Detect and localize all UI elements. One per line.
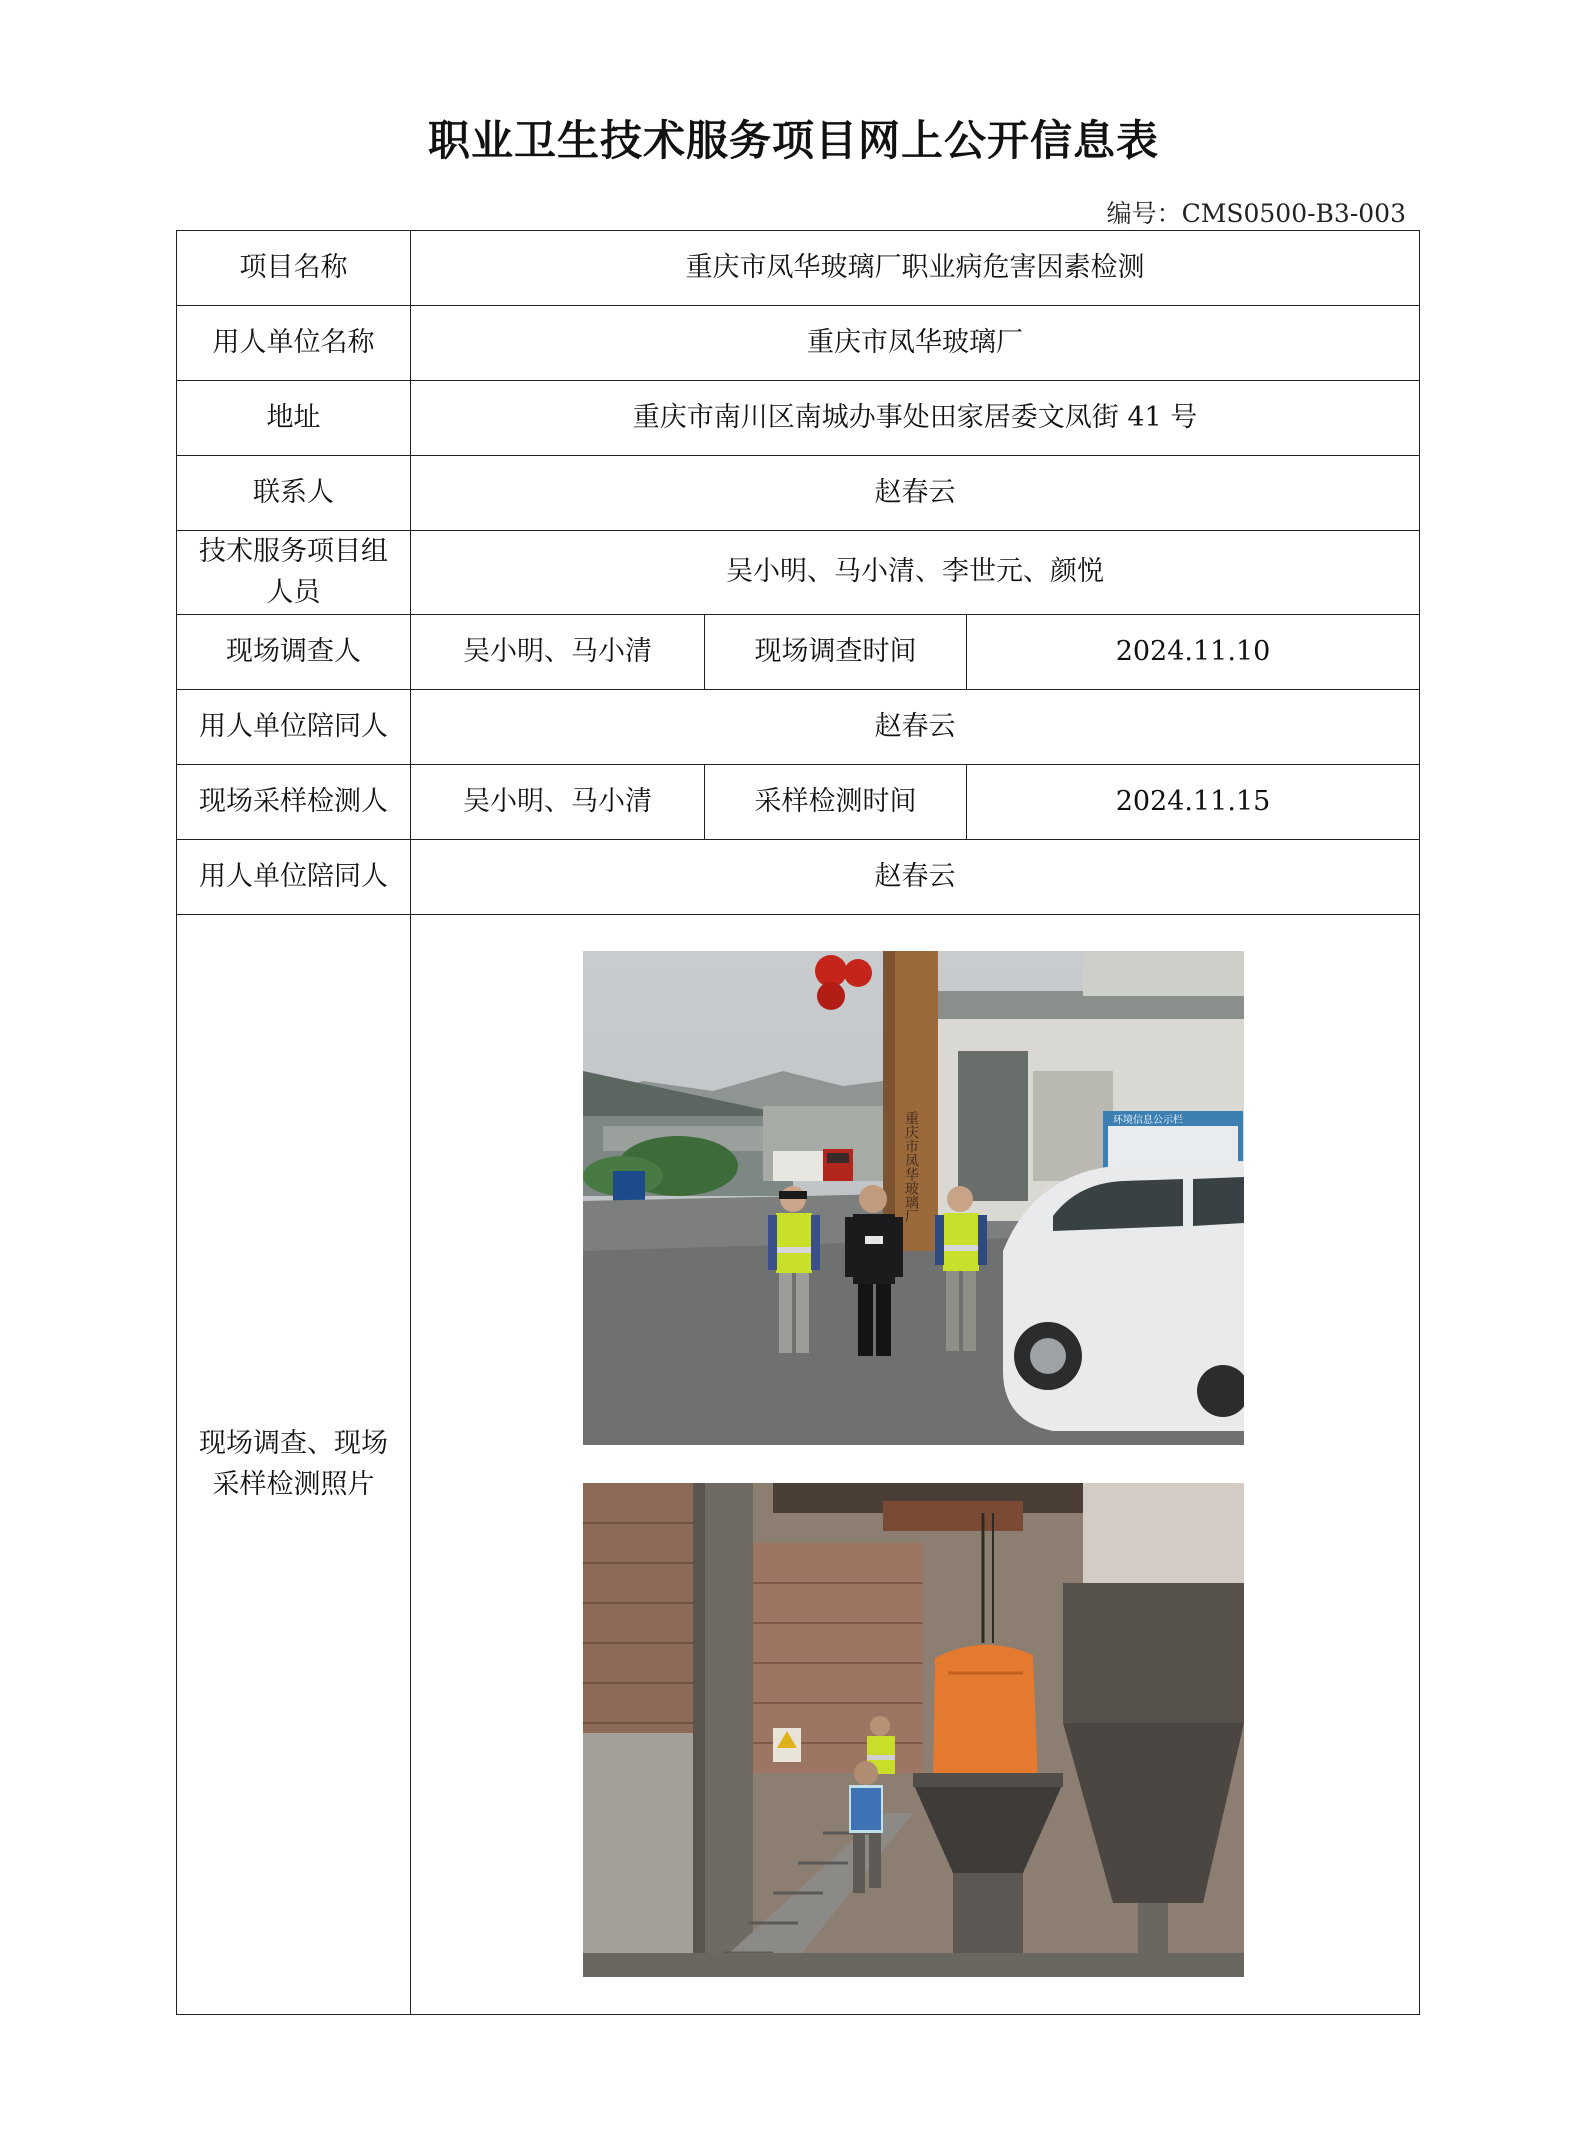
factory-sign-text: 重庆市凤华玻璃厂 [903, 1111, 919, 1223]
document-number: 编号：CMS0500-B3-003 [1106, 199, 1406, 228]
row-project-name [177, 231, 1420, 306]
photos-label: 现场调查、现场采样检测照片 [177, 915, 411, 2015]
sampling-time-value: 2024.11.15 [967, 765, 1420, 840]
survey-escort-value: 赵春云 [411, 690, 1420, 765]
survey-label: 现场调查人 [177, 615, 411, 690]
survey-time-label: 现场调查时间 [705, 615, 967, 690]
row-sampling [177, 765, 1420, 840]
row-address [177, 381, 1420, 456]
sampling-value: 吴小明、马小清 [411, 765, 705, 840]
page-title: 职业卫生技术服务项目网上公开信息表 [427, 116, 1159, 165]
survey-escort-label: 用人单位陪同人 [177, 690, 411, 765]
sampling-escort-value: 赵春云 [411, 840, 1420, 915]
site-survey-photo [583, 951, 1244, 1445]
employer-name-value: 重庆市凤华玻璃厂 [411, 306, 1420, 381]
sampling-photo-drawing [583, 1483, 1244, 1977]
row-sampling-escort [177, 840, 1420, 915]
sampling-label: 现场采样检测人 [177, 765, 411, 840]
info-board-text: 环境信息公示栏 [1113, 1115, 1183, 1126]
sampling-time-label: 采样检测时间 [705, 765, 967, 840]
team-label: 技术服务项目组人员 [177, 531, 411, 615]
sampling-photo [583, 1483, 1244, 1977]
row-survey [177, 615, 1420, 690]
row-photos [177, 915, 1420, 2015]
info-table [176, 230, 1420, 2015]
photos-cell [411, 915, 1420, 2015]
address-value: 重庆市南川区南城办事处田家居委文凤街 41 号 [411, 381, 1420, 456]
site-survey-photo-drawing [583, 951, 1244, 1445]
team-value: 吴小明、马小清、李世元、颜悦 [411, 531, 1420, 615]
project-name-label: 项目名称 [177, 231, 411, 306]
row-employer-name [177, 306, 1420, 381]
contact-label: 联系人 [177, 456, 411, 531]
row-survey-escort [177, 690, 1420, 765]
address-label: 地址 [177, 381, 411, 456]
survey-time-value: 2024.11.10 [967, 615, 1420, 690]
employer-name-label: 用人单位名称 [177, 306, 411, 381]
survey-value: 吴小明、马小清 [411, 615, 705, 690]
row-contact [177, 456, 1420, 531]
row-team [177, 531, 1420, 615]
sampling-escort-label: 用人单位陪同人 [177, 840, 411, 915]
project-name-value: 重庆市凤华玻璃厂职业病危害因素检测 [411, 231, 1420, 306]
contact-value: 赵春云 [411, 456, 1420, 531]
